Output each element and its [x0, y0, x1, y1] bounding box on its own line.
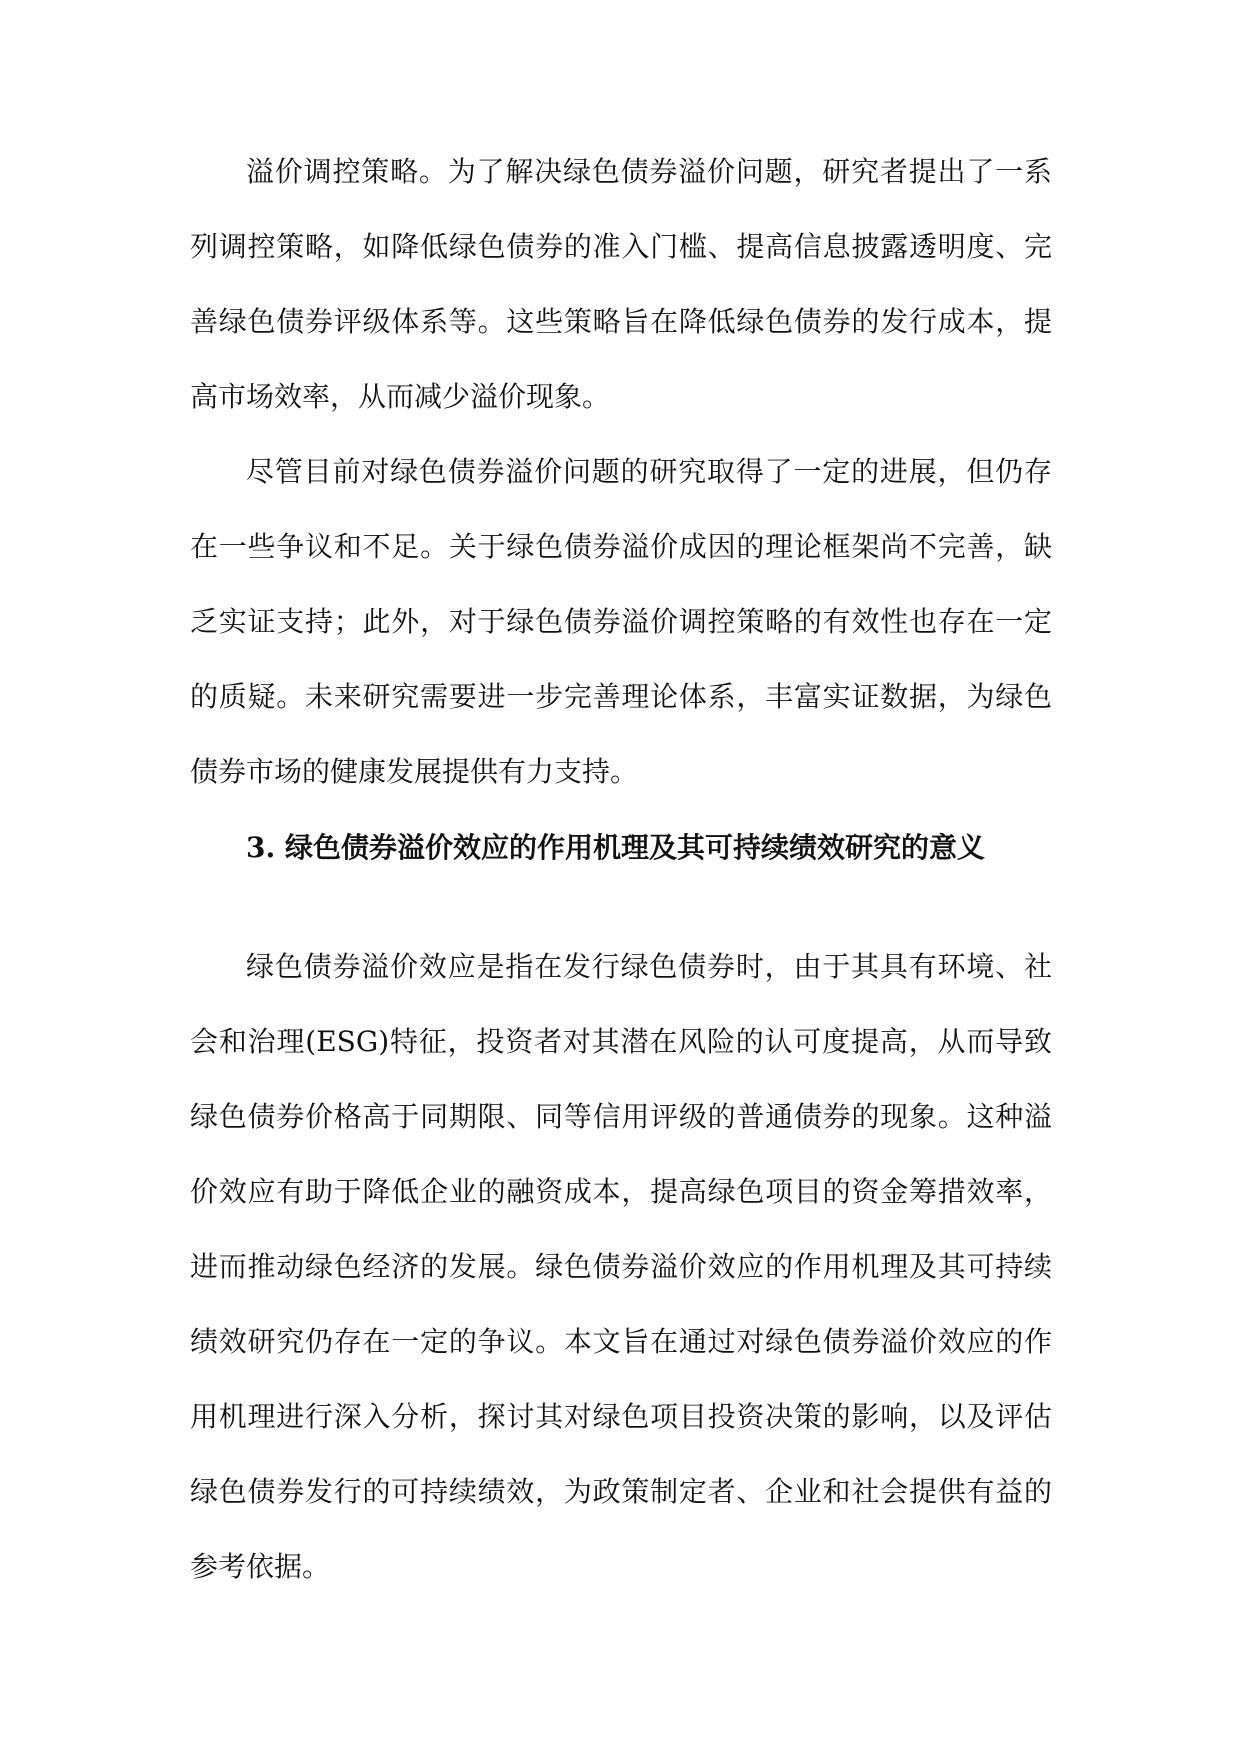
paragraph-text: 绿色债券溢价效应是指在发行绿色债券时，由于其具有环境、社会和治理(ESG)特征，投资者对其潜在风险的认可度提高，从而导致绿色债券价格高于同期限、同等信用评级的普通债券的现象。这种溢价效应有助于降低企业的融资成本，提高绿色项目的资金筹措效率，进而推动绿色经济的发展。绿色债券溢价效应的作用机理及其可持续绩效研究仍存在一定的争议。本文旨在通过对绿色债券溢价效应的作用机理进行深入分析，探讨其对绿色项目投资决策的影响，以及评估绿色债券发行的可持续绩效，为政策制定者、企业和社会提供有益的参考依据。 — [190, 950, 1052, 1583]
body-paragraph-2 — [190, 434, 1052, 809]
section-heading: 3. 绿色债券溢价效应的作用机理及其可持续绩效研究的意义 — [246, 831, 985, 864]
paragraph-text: 尽管目前对绿色债券溢价问题的研究取得了一定的进展，但仍存在一些争议和不足。关于绿色债券溢价成因的理论框架尚不完善，缺乏实证支持；此外，对于绿色债券溢价调控策略的有效性也存在一定的质疑。未来研究需要进一步完善理论体系，丰富实证数据，为绿色债券市场的健康发展提供有力支持。 — [190, 455, 1052, 788]
paragraph-text: 溢价调控策略。为了解决绿色债券溢价问题，研究者提出了一系列调控策略，如降低绿色债券的准入门槛、提高信息披露透明度、完善绿色债券评级体系等。这些策略旨在降低绿色债券的发行成本，提高市场效率，从而减少溢价现象。 — [190, 155, 1052, 413]
body-paragraph-1 — [190, 134, 1052, 434]
body-paragraph-3 — [190, 929, 1052, 1604]
